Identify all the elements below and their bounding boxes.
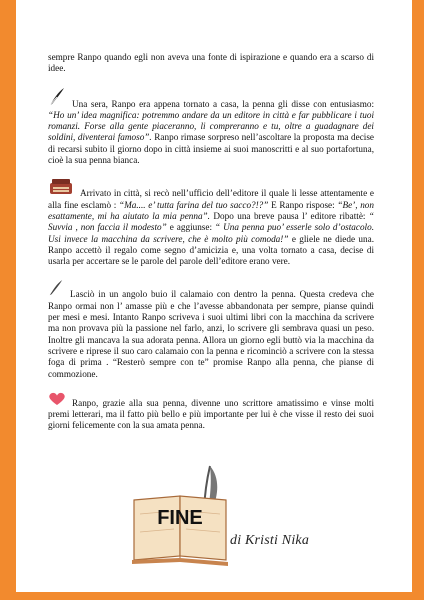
quill-icon <box>48 279 64 300</box>
author-signature: di Kristi Nika <box>230 533 310 548</box>
paragraph-4: Ranpo, grazie alla sua penna, divenne uno scrittore amatissimo e vinse molti premi letterari, ma il fatto più bello e più importante per lui è che visse il resto dei suoi giorni felicemente con la sua amata penna. <box>48 392 374 432</box>
book-with-quill-icon <box>130 462 240 570</box>
story-text <box>48 52 374 432</box>
book-label: FINE <box>157 507 203 529</box>
heart-icon <box>48 392 66 409</box>
quill-icon <box>48 87 66 110</box>
paragraph-3: Lasciò in un angolo buio il calamaio con dentro la penna. Questa credeva che Ranpo ormai non l’ amasse più e che l’avesse abbandonata per sempre, pianse quindi per mesi e mesi. Intanto Ranpo scriveva i suoi ultimi libri con la macchina da scrivere ma non provava più la passione nel farlo, anzi, lo scrivere gli sembrava quasi un peso. Inoltre gli mancava la sua adorata penna. Allora un giorno egli buttò via la macchina da scrivere e riprese il suo caro calamaio con la penna e ricominciò a scrivere con la stessa foga di prima . “Resterò sempre con te” promise Ranpo alla penna, che pianse di commozione. <box>48 279 374 379</box>
paragraph-0: sempre Ranpo quando egli non aveva una fonte di ispirazione e quando era a scarso di idee. <box>48 52 374 74</box>
paragraph-2: Arrivato in città, si recò nell’ufficio dell’editore il quale li lesse attentamente e alla fine esclamò : “Ma.... e’ tutta farina del tuo sacco?!?” E Ranpo rispose: “Be’, non esattamente, mi ha aiutato la mia penna”. Dopo una breve pausa l’ editore ribattè: “ Suvvia , non faccia il modesto” e aggiunse: “ Una penna puo’ esserle solo d’ostacolo. Usi invece la macchina da scrivere, che è molto più comoda!” e gliele ne diede una. Ranpo accettò il regalo come segno d’amicizia e, una volta tornato a casa, decise di usarla per accertare se le parole del parole dell’editore erano vere. <box>48 178 374 267</box>
paragraph-1: Una sera, Ranpo era appena tornato a casa, la penna gli disse con entusiasmo: “Ho un’ idea magnifica: potremmo andare da un editore in città e far pubblicare i tuoi romanzi. Forse alla gente piaceranno, li compreranno e tu, oltre a guadagnare dei soldini, diventerai famoso”. Ranpo rimase sorpreso nell’ascoltare la proposta ma decise di recarsi subito il giorno dopo in città insieme ai suoi manoscritti e al suo portafortuna, cioè la sua penna bianca. <box>48 87 374 167</box>
typewriter-icon <box>48 178 74 199</box>
